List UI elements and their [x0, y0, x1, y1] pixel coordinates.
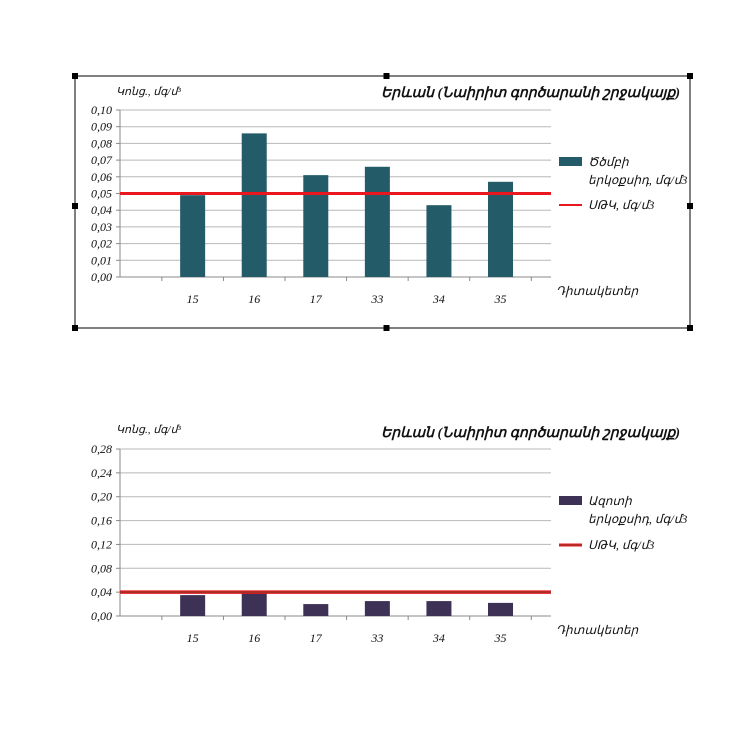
y-tick-label: 0,01	[91, 253, 112, 268]
bar	[242, 133, 267, 277]
legend-label-bar-line1: Ազոտի	[588, 494, 632, 508]
y-axis-label: Կոնց., մգ/մ³	[116, 86, 181, 98]
legend-label-bar-line2: երկօքսիդ, մգ/մ3	[588, 173, 688, 187]
legend-label-bar-line2: երկօքսիդ, մգ/մ3	[588, 512, 688, 526]
x-tick-label: 16	[248, 631, 261, 645]
x-tick-label: 35	[494, 292, 507, 306]
selection-handle	[687, 203, 693, 209]
selection-handle	[384, 73, 390, 79]
x-axis-label: Դիտակետեր	[556, 284, 639, 298]
y-tick-label: 0,08	[91, 561, 112, 576]
y-tick-label: 0,07	[91, 153, 112, 168]
y-tick-label: 0,02	[91, 236, 112, 251]
x-tick-label: 16	[248, 292, 261, 306]
y-tick-label: 0,00	[91, 270, 112, 284]
bar	[426, 205, 451, 277]
y-tick-label: 0,05	[91, 186, 112, 201]
x-tick-label: 34	[432, 631, 445, 645]
legend-label-line: ՍԹԿ, մգ/մ3	[588, 538, 655, 552]
bar	[426, 601, 451, 616]
bar	[180, 595, 205, 616]
selection-handle	[72, 203, 78, 209]
y-tick-label: 0,20	[91, 489, 112, 504]
selection-handle	[687, 73, 693, 79]
chart-1	[72, 73, 693, 331]
y-tick-label: 0,24	[91, 465, 112, 480]
y-tick-label: 0,00	[91, 609, 112, 623]
y-tick-label: 0,04	[91, 203, 112, 218]
y-tick-label: 0,08	[91, 136, 112, 151]
x-tick-label: 34	[432, 292, 445, 306]
x-tick-label: 33	[371, 631, 384, 645]
chart-title: Երևան (Նաիրիտ գործարանի շրջակայք)	[380, 86, 680, 101]
legend-swatch-bar	[559, 496, 582, 505]
bar	[488, 182, 513, 277]
bar	[180, 195, 205, 277]
x-tick-label: 15	[186, 631, 199, 645]
y-tick-label: 0,10	[91, 103, 112, 117]
y-tick-label: 0,09	[91, 119, 112, 134]
x-tick-label: 33	[371, 292, 384, 306]
x-tick-label: 17	[309, 292, 322, 306]
bar	[303, 604, 328, 616]
x-tick-label: 15	[186, 292, 199, 306]
bar	[365, 601, 390, 616]
legend-swatch-bar	[559, 157, 582, 166]
bar	[365, 167, 390, 277]
y-axis-label: Կոնց., մգ/մ³	[116, 424, 181, 436]
selection-handle	[72, 73, 78, 79]
x-tick-label: 35	[494, 631, 507, 645]
x-axis-label: Դիտակետեր	[556, 623, 639, 637]
y-tick-label: 0,06	[91, 169, 112, 184]
y-tick-label: 0,16	[91, 513, 112, 528]
bar	[488, 603, 513, 616]
chart-2	[91, 424, 687, 645]
y-tick-label: 0,28	[91, 442, 112, 456]
bar	[303, 175, 328, 277]
legend-label-bar-line1: Ծծմբի	[588, 155, 629, 169]
y-tick-label: 0,04	[91, 585, 112, 600]
legend-label-line: ՍԹԿ, մգ/մ3	[588, 198, 655, 212]
selection-handle	[384, 325, 390, 331]
y-tick-label: 0,12	[91, 537, 112, 552]
selection-handle	[687, 325, 693, 331]
selection-handle	[72, 325, 78, 331]
chart-title: Երևան (Նաիրիտ գործարանի շրջակայք)	[380, 426, 680, 441]
x-tick-label: 17	[309, 631, 322, 645]
bar	[242, 592, 267, 616]
y-tick-label: 0,03	[91, 219, 112, 234]
